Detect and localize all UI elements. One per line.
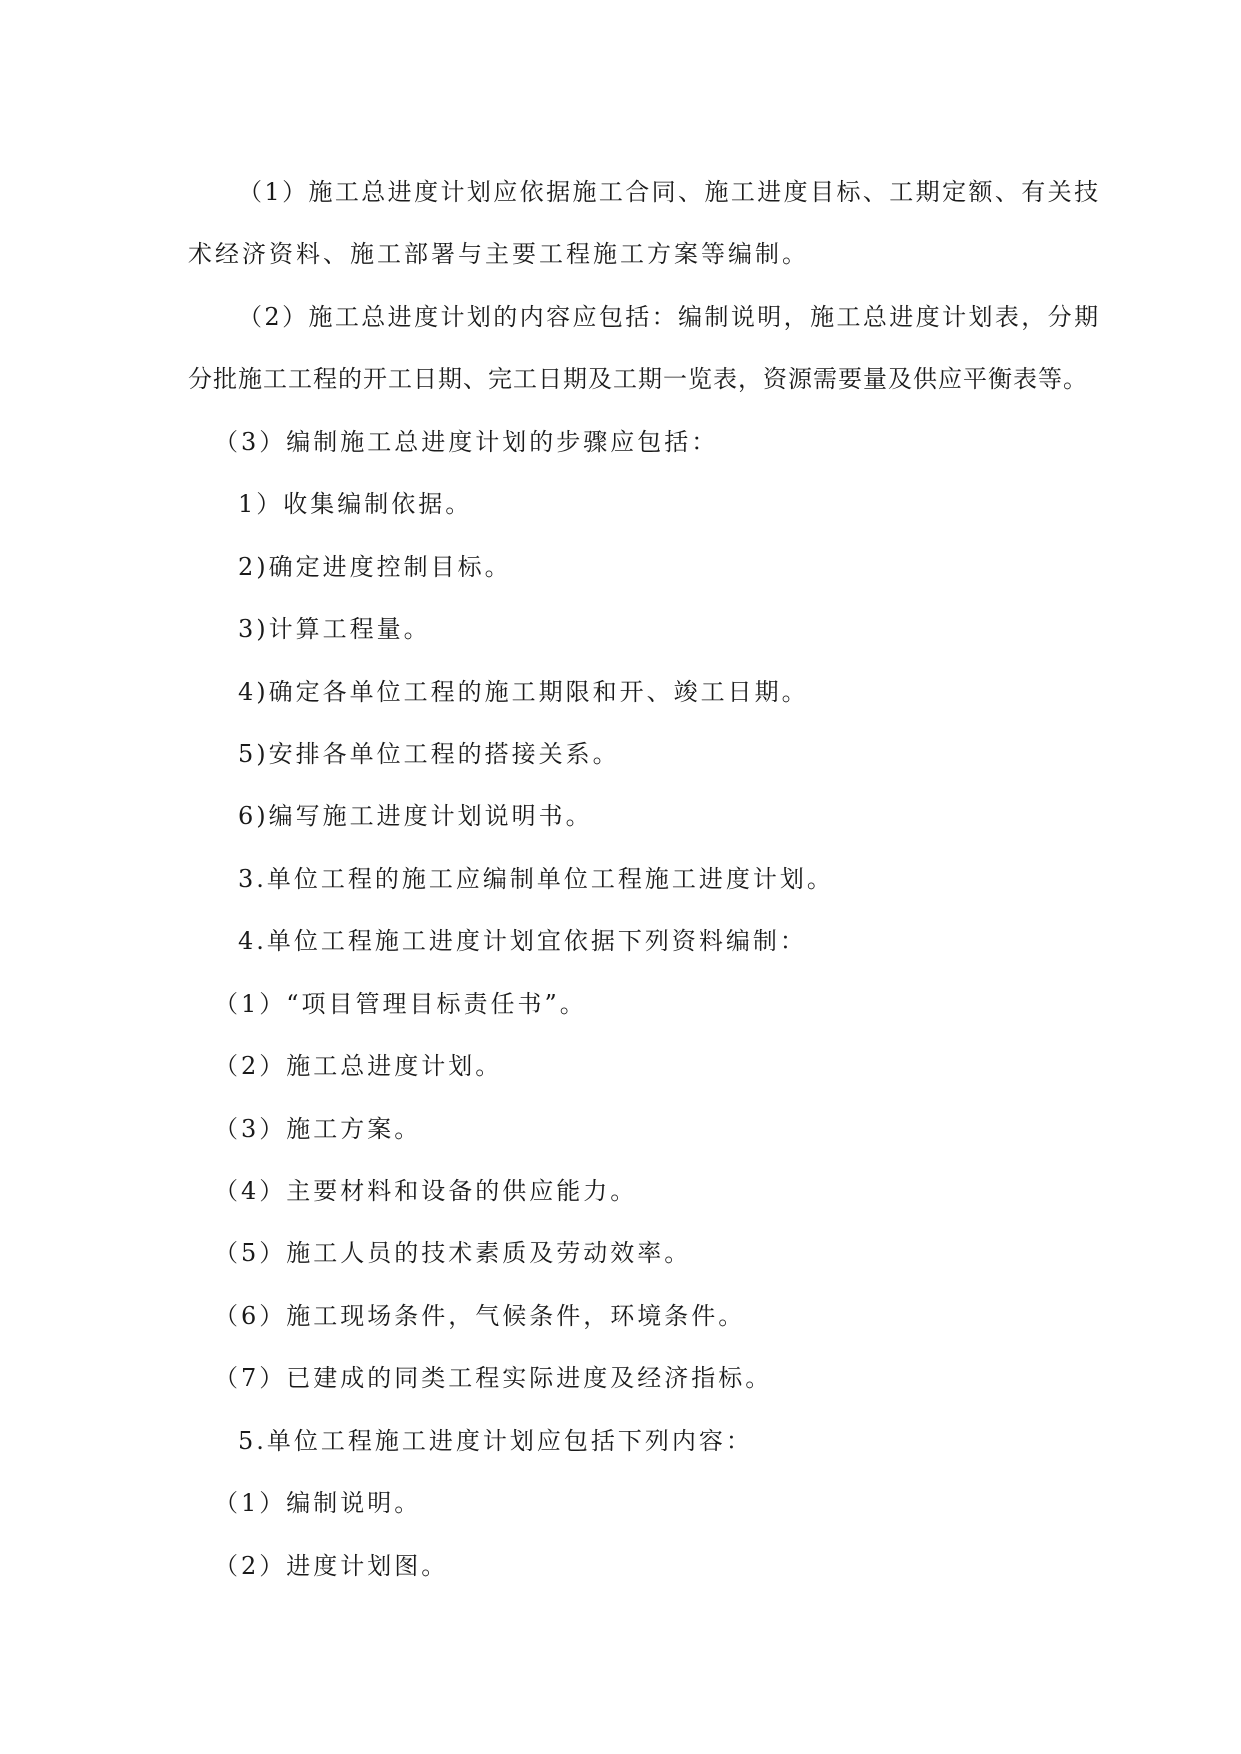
list-item: （4）主要材料和设备的供应能力。 [214,1177,638,1205]
list-item: （2）施工总进度计划。 [214,1052,503,1080]
list-item: 1）收集编制依据。 [238,490,473,518]
list-item: （5）施工人员的技术素质及劳动效率。 [214,1239,692,1267]
paragraph-line: 4.单位工程施工进度计划宜依据下列资料编制： [238,927,807,955]
list-item: （7）已建成的同类工程实际进度及经济指标。 [214,1364,773,1392]
list-item: 3)计算工程量。 [238,615,431,643]
list-item: 5)安排各单位工程的搭接关系。 [238,740,620,768]
list-item: （1）“项目管理目标责任书”。 [214,990,587,1018]
paragraph-line: （3）编制施工总进度计划的步骤应包括： [214,428,719,456]
list-item: （3）施工方案。 [214,1115,422,1143]
list-item: 2)确定进度控制目标。 [238,553,512,581]
paragraph-line: 3.单位工程的施工应编制单位工程施工进度计划。 [238,865,834,893]
paragraph-line: 5.单位工程施工进度计划应包括下列内容： [238,1427,753,1455]
paragraph-line: （2）施工总进度计划的内容应包括：编制说明，施工总进度计划表，分期 [238,303,1101,331]
list-item: 4)确定各单位工程的施工期限和开、竣工日期。 [238,678,809,706]
paragraph-line: 分批施工工程的开工日期、完工日期及工期一览表，资源需要量及供应平衡表等。 [188,365,1088,393]
list-item: （2）进度计划图。 [214,1552,449,1580]
list-item: （1）编制说明。 [214,1489,422,1517]
paragraph-line: 术经济资料、施工部署与主要工程施工方案等编制。 [188,240,809,268]
list-item: （6）施工现场条件，气候条件，环境条件。 [214,1302,746,1330]
paragraph-line: （1）施工总进度计划应依据施工合同、施工进度目标、工期定额、有关技 [238,178,1101,206]
list-item: 6)编写施工进度计划说明书。 [238,802,593,830]
